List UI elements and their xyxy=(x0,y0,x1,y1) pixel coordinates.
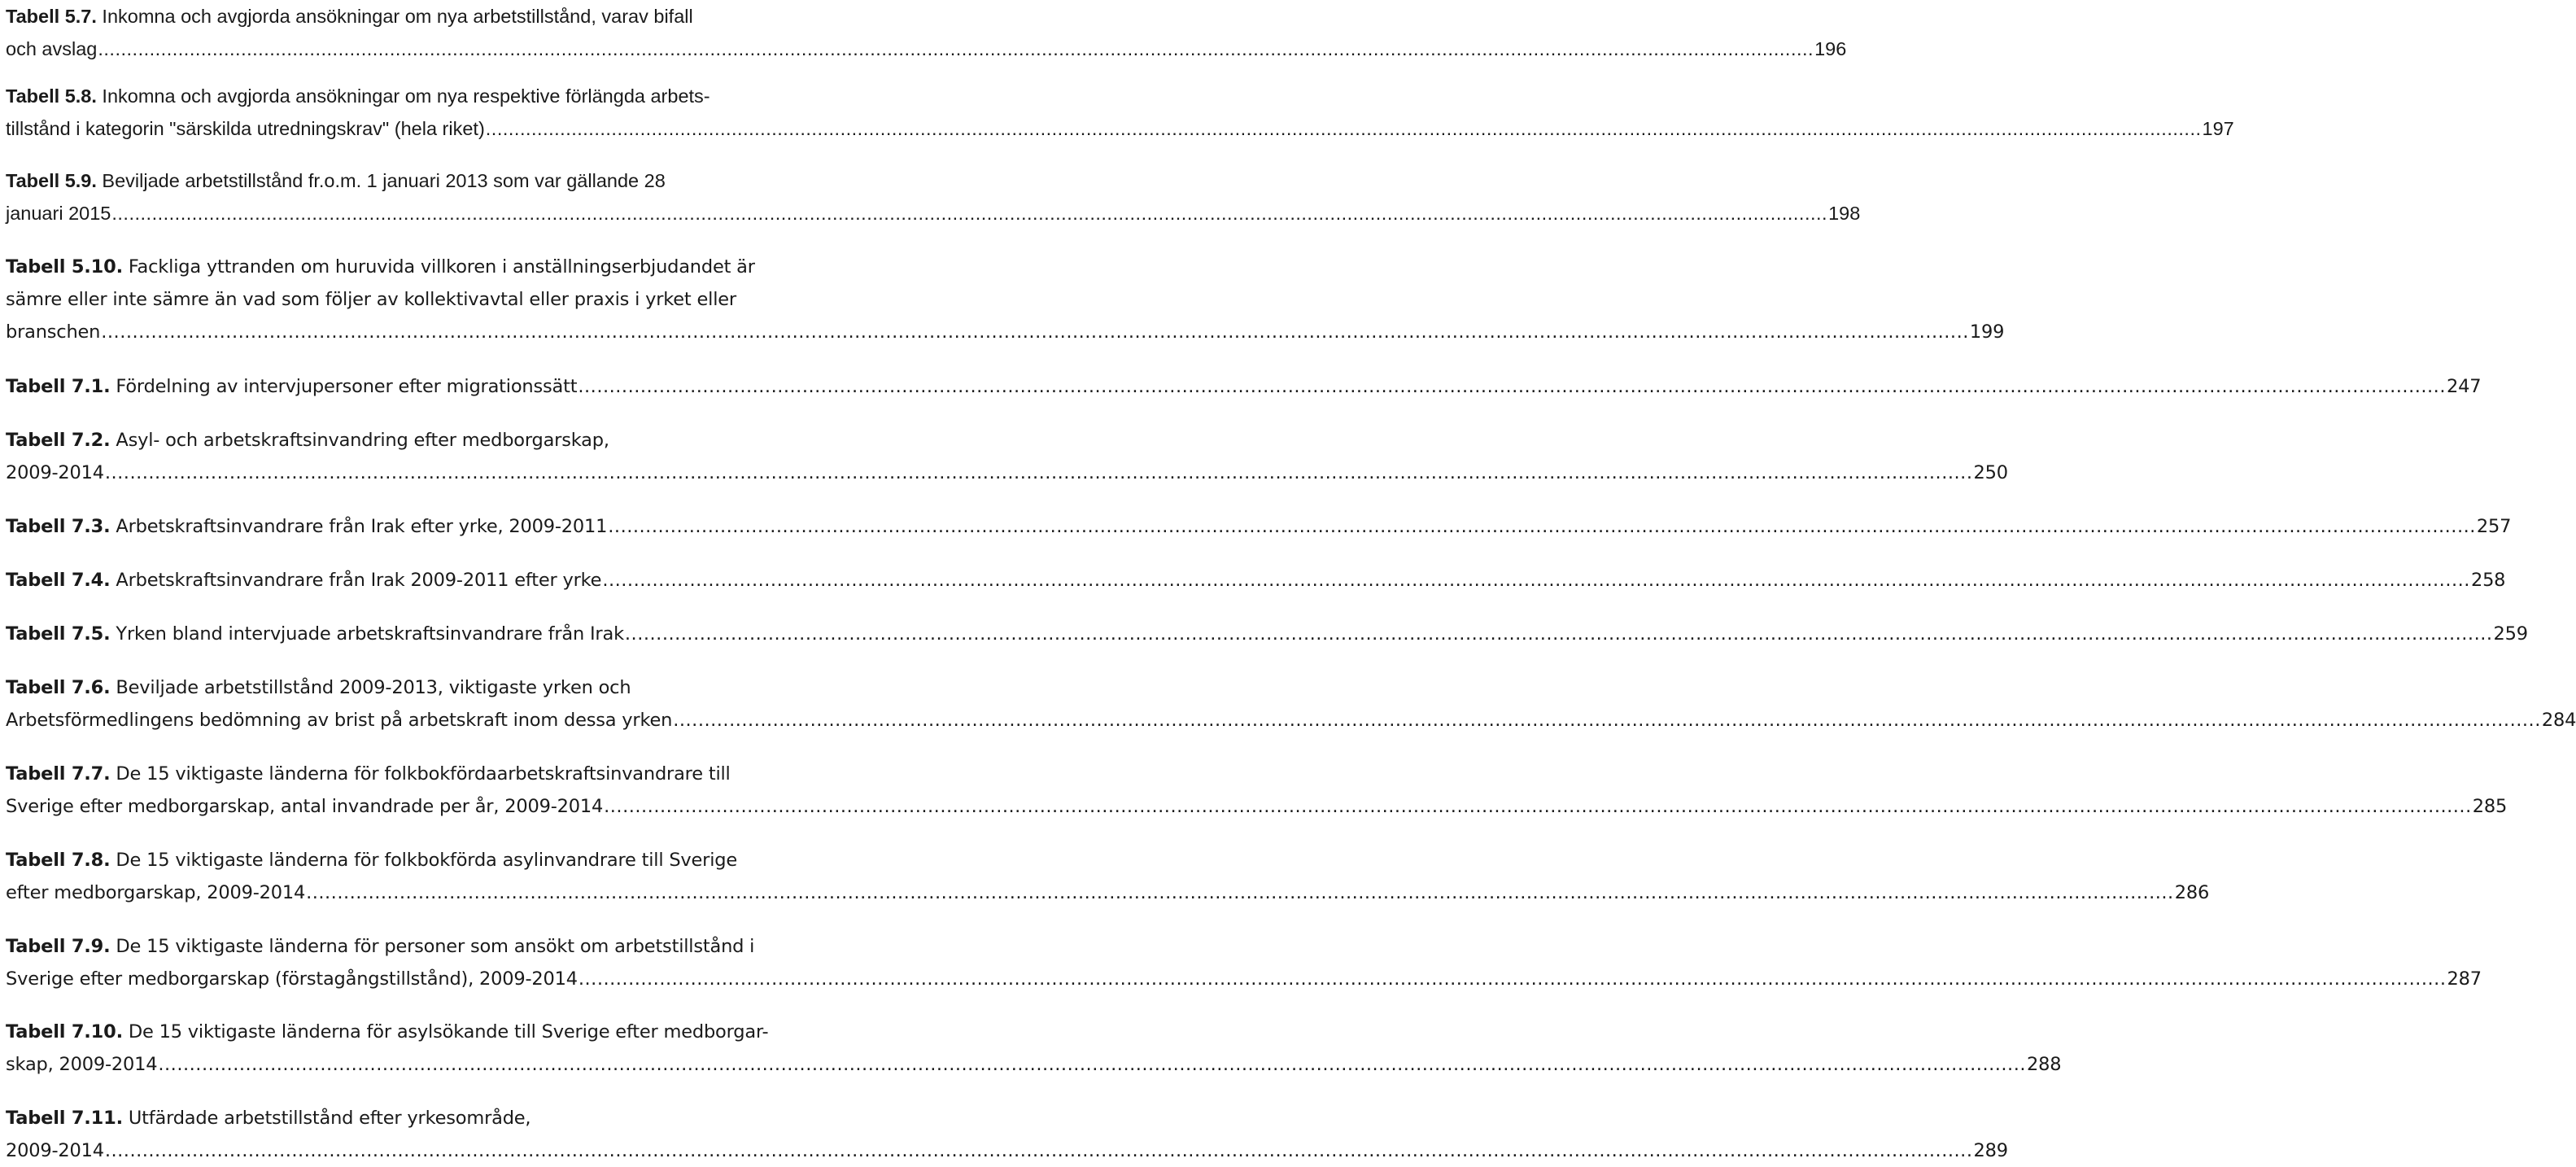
entry-label: Tabell 7.5. xyxy=(6,623,111,645)
entry-label: Tabell 7.10. xyxy=(6,1021,123,1042)
entry-label: Tabell 7.8. xyxy=(6,850,111,871)
entry-label: Tabell 7.9. xyxy=(6,936,111,957)
dot-leader: ............................................................................................................................................................................................................................................................................................................ xyxy=(111,203,1828,224)
entry-title-line: efter medborgarskap, 2009-2014 xyxy=(6,882,306,903)
entry-title-line: Arbetskraftsinvandrare från Irak efter yrke, 2009-2011 xyxy=(116,516,608,537)
entry-title-line: Yrken bland intervjuade arbetskraftsinvandrare från Irak xyxy=(116,623,624,645)
page-number: 199 xyxy=(1969,321,2005,343)
page-number: 197 xyxy=(2202,118,2234,139)
entry-label: Tabell 5.10. xyxy=(6,256,123,278)
page-number: 247 xyxy=(2447,376,2482,397)
dot-leader: ............................................................................................................................................................................................................................................................................................................ xyxy=(578,376,2446,397)
entry-title-line: 2009-2014 xyxy=(6,462,104,483)
entry-title-line: Arbetsförmedlingens bedömning av brist på arbetskraft inom dessa yrken xyxy=(6,710,673,731)
entry-title-line: De 15 viktigaste länderna för asylsökande till Sverige efter medborgar- xyxy=(128,1021,769,1042)
entry-title-line: Inkomna och avgjorda ansökningar om nya arbetstillstånd, varav bifall xyxy=(102,6,693,27)
page-number: 257 xyxy=(2476,516,2512,537)
entry-label: Tabell 5.9. xyxy=(6,170,97,191)
toc-entry[interactable] xyxy=(6,844,2210,909)
page-number: 284 xyxy=(2541,710,2576,731)
entry-title-line: Inkomna och avgjorda ansökningar om nya respektive förlängda arbets- xyxy=(102,85,710,107)
entry-title-line: branschen xyxy=(6,321,101,343)
entry-label: Tabell 7.4. xyxy=(6,570,111,591)
entry-title-line: Utfärdade arbetstillstånd efter yrkesområde, xyxy=(128,1108,531,1129)
toc-entry[interactable] xyxy=(6,1102,2008,1167)
toc-entry[interactable] xyxy=(6,251,2005,348)
toc-entry[interactable] xyxy=(6,370,2482,403)
entry-label: Tabell 7.2. xyxy=(6,430,111,451)
dot-leader: ............................................................................................................................................................................................................................................................................................................ xyxy=(624,623,2493,645)
toc-entry[interactable] xyxy=(6,0,1847,65)
toc-entry[interactable] xyxy=(6,564,2506,597)
entry-label: Tabell 7.7. xyxy=(6,763,111,785)
page-number: 250 xyxy=(1973,462,2008,483)
page-number: 289 xyxy=(1973,1140,2008,1161)
dot-leader: ............................................................................................................................................................................................................................................................................................................ xyxy=(101,321,1969,343)
entry-title-line: Beviljade arbetstillstånd 2009-2013, viktigaste yrken och xyxy=(116,677,631,698)
dot-leader: ............................................................................................................................................................................................................................................................................................................ xyxy=(104,462,1973,483)
page-number: 198 xyxy=(1828,203,1861,224)
page-number: 285 xyxy=(2472,796,2508,817)
page-number: 196 xyxy=(1814,38,1847,59)
page-number: 287 xyxy=(2447,968,2482,990)
toc-entry[interactable] xyxy=(6,930,2482,995)
entry-title-line: Arbetskraftsinvandrare från Irak 2009-2011 efter yrke xyxy=(116,570,602,591)
toc-entry[interactable] xyxy=(6,164,1861,229)
entry-title-line: 2009-2014 xyxy=(6,1140,104,1161)
dot-leader: ............................................................................................................................................................................................................................................................................................................ xyxy=(98,38,1814,59)
entry-title-line: januari 2015 xyxy=(6,203,111,224)
toc-entry[interactable] xyxy=(6,618,2528,650)
dot-leader: ............................................................................................................................................................................................................................................................................................................ xyxy=(578,968,2447,990)
entry-title-line: De 15 viktigaste länderna för folkbokförda asylinvandrare till Sverige xyxy=(116,850,738,871)
dot-leader: ............................................................................................................................................................................................................................................................................................................ xyxy=(158,1054,2027,1075)
entry-label: Tabell 7.3. xyxy=(6,516,111,537)
toc-entry[interactable] xyxy=(6,1016,2062,1081)
entry-title-line: tillstånd i kategorin "särskilda utredningskrav" (hela riket) xyxy=(6,118,485,139)
entry-title-line: skap, 2009-2014 xyxy=(6,1054,158,1075)
entry-title-line: De 15 viktigaste länderna för personer som ansökt om arbetstillstånd i xyxy=(116,936,755,957)
entry-label: Tabell 7.11. xyxy=(6,1108,123,1129)
dot-leader: ............................................................................................................................................................................................................................................................................................................ xyxy=(608,516,2476,537)
entry-title-line: Sverige efter medborgarskap (förstagångstillstånd), 2009-2014 xyxy=(6,968,578,990)
toc-entry[interactable] xyxy=(6,758,2508,823)
dot-leader: ............................................................................................................................................................................................................................................................................................................ xyxy=(604,796,2472,817)
dot-leader: ............................................................................................................................................................................................................................................................................................................ xyxy=(104,1140,1973,1161)
page-number: 288 xyxy=(2027,1054,2062,1075)
toc-entry[interactable] xyxy=(6,671,2576,736)
entry-title-line: Beviljade arbetstillstånd fr.o.m. 1 januari 2013 som var gällande 28 xyxy=(102,170,666,191)
dot-leader: ............................................................................................................................................................................................................................................................................................................ xyxy=(602,570,2470,591)
entry-title-line: sämre eller inte sämre än vad som följer av kollektivavtal eller praxis i yrket eller xyxy=(6,289,736,310)
entry-title-line: Fördelning av intervjupersoner efter migrationssätt xyxy=(116,376,578,397)
dot-leader: ............................................................................................................................................................................................................................................................................................................ xyxy=(673,710,2541,731)
toc-entry[interactable] xyxy=(6,510,2512,543)
entry-title-line: och avslag xyxy=(6,38,98,59)
entry-label: Tabell 5.8. xyxy=(6,85,97,107)
page-number: 259 xyxy=(2493,623,2528,645)
toc-entry[interactable] xyxy=(6,424,2008,489)
entry-label: Tabell 5.7. xyxy=(6,6,97,27)
page-number: 286 xyxy=(2174,882,2210,903)
entry-title-line: Asyl- och arbetskraftsinvandring efter medborgarskap, xyxy=(116,430,609,451)
dot-leader: ............................................................................................................................................................................................................................................................................................................ xyxy=(485,118,2202,139)
entry-label: Tabell 7.6. xyxy=(6,677,111,698)
dot-leader: ............................................................................................................................................................................................................................................................................................................ xyxy=(306,882,2174,903)
entry-label: Tabell 7.1. xyxy=(6,376,111,397)
entry-title-line: Sverige efter medborgarskap, antal invandrade per år, 2009-2014 xyxy=(6,796,604,817)
entry-title-line: De 15 viktigaste länderna för folkbokfördaarbetskraftsinvandrare till xyxy=(116,763,731,785)
page-number: 258 xyxy=(2470,570,2506,591)
entry-title-line: Fackliga yttranden om huruvida villkoren i anställningserbjudandet är xyxy=(128,256,755,278)
toc-entry[interactable] xyxy=(6,80,2234,145)
